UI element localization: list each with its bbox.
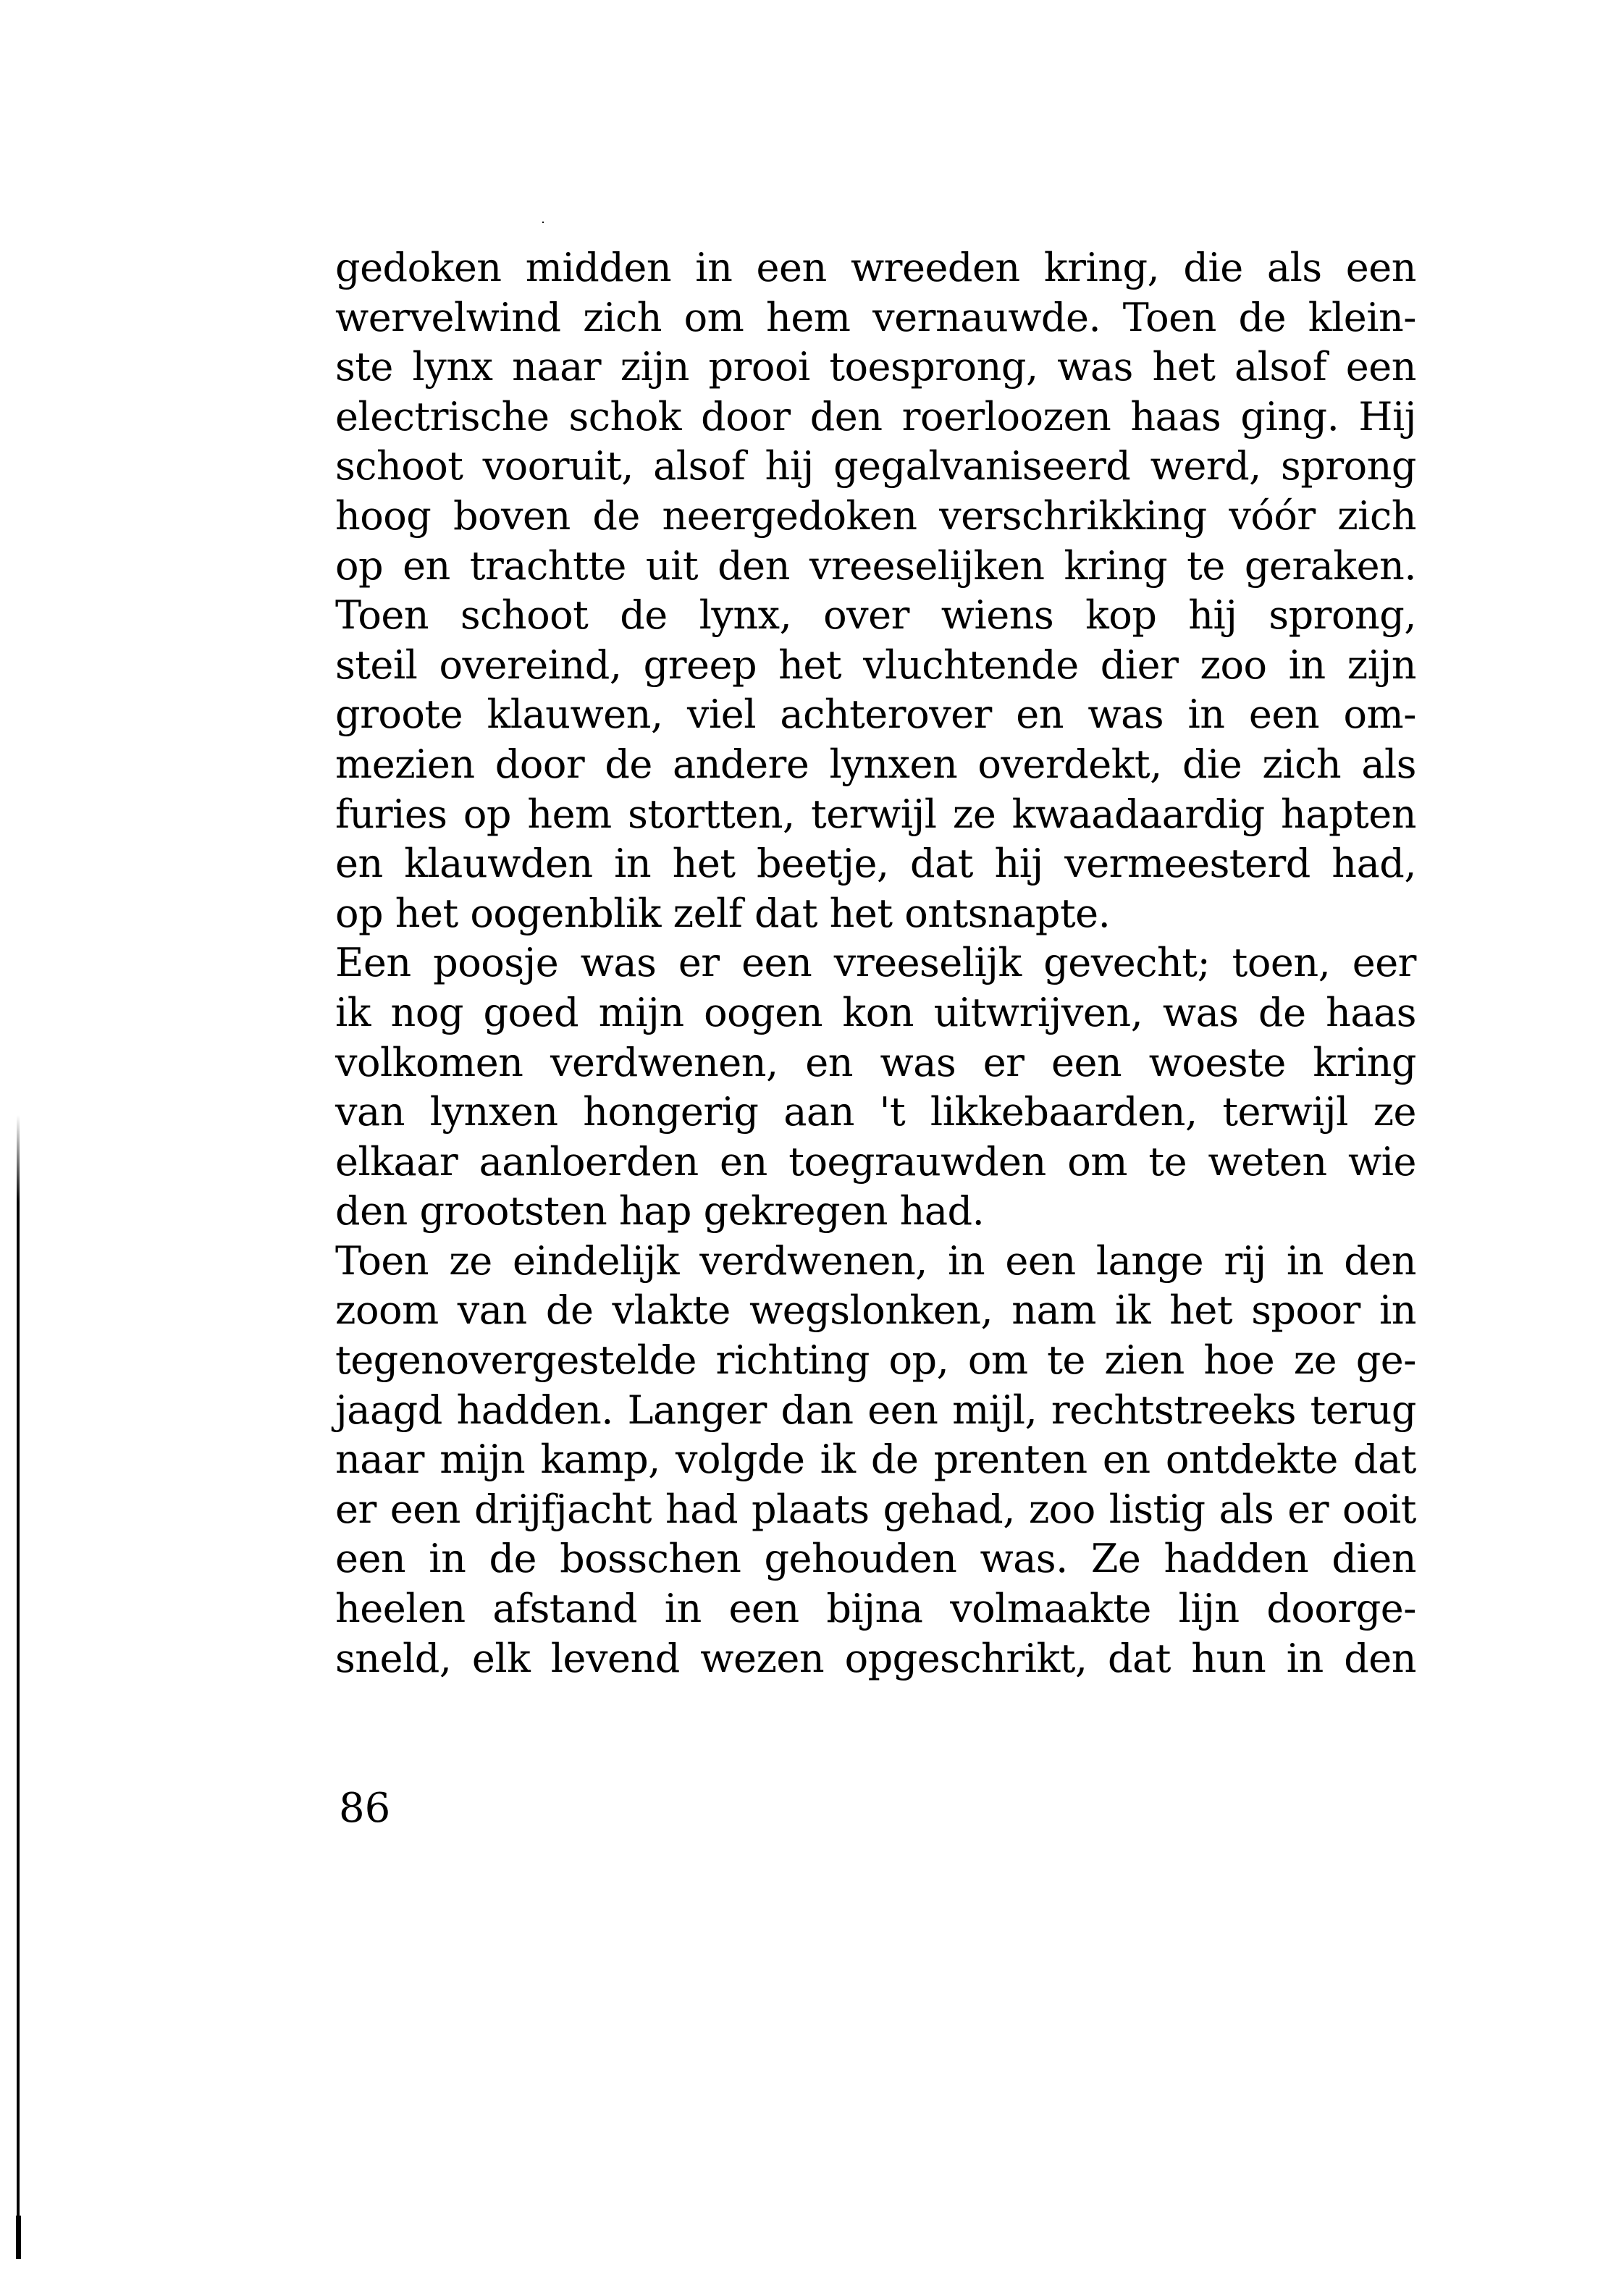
paragraph bbox=[335, 243, 1416, 938]
text-line: electrische schok door den roerloozen haas ging. Hij bbox=[335, 393, 1416, 439]
body-text bbox=[335, 243, 1416, 1683]
text-line: heelen afstand in een bijna volmaakte lijn doorge- bbox=[335, 1586, 1416, 1632]
text-line: Toen schoot de lynx, over wiens kop hij sprong, bbox=[335, 592, 1416, 639]
text-line: Een poosje was er een vreeselijk gevecht; toen, eer bbox=[335, 940, 1416, 986]
text-line: op en trachtte uit den vreeselijken kring te geraken. bbox=[335, 542, 1416, 589]
text-line: naar mijn kamp, volgde ik de prenten en ontdekte dat bbox=[335, 1437, 1416, 1483]
paragraph bbox=[335, 1237, 1416, 1683]
text-line: ste lynx naar zijn prooi toesprong, was het alsof een bbox=[335, 344, 1416, 390]
text-line: en klauwden in het beetje, dat hij vermeesterd had, bbox=[335, 841, 1416, 887]
text-line: furies op hem stortten, terwijl ze kwaadaardig hapten bbox=[335, 791, 1416, 837]
scan-speck bbox=[542, 222, 544, 223]
scan-edge-line bbox=[17, 1115, 20, 2259]
text-line: volkomen verdwenen, en was er een woeste kring bbox=[335, 1039, 1416, 1085]
text-line: mezien door de andere lynxen overdekt, die zich als bbox=[335, 741, 1416, 787]
text-line: Toen ze eindelijk verdwenen, in een lange rij in den bbox=[335, 1237, 1416, 1284]
text-line: elkaar aanloerden en toegrauwden om te weten wie bbox=[335, 1138, 1416, 1185]
text-line: van lynxen hongerig aan 't likkebaarden, terwijl ze bbox=[335, 1089, 1416, 1135]
text-line: sneld, elk levend wezen opgeschrikt, dat hun in den bbox=[335, 1635, 1416, 1681]
text-line: gedoken midden in een wreeden kring, die als een bbox=[335, 245, 1416, 290]
text-line: jaagd hadden. Langer dan een mijl, rechtstreeks terug bbox=[335, 1387, 1416, 1433]
text-line: een in de bosschen gehouden was. Ze hadden dien bbox=[335, 1536, 1416, 1582]
text-line: den grootsten hap gekregen had. bbox=[335, 1188, 985, 1235]
paragraph bbox=[335, 938, 1416, 1237]
text-line: zoom van de vlakte wegslonken, nam ik het spoor in bbox=[335, 1287, 1416, 1334]
text-line: er een drijfjacht had plaats gehad, zoo listig als er ooit bbox=[335, 1486, 1416, 1532]
text-line: groote klauwen, viel achterover en was in een om- bbox=[335, 691, 1416, 738]
text-line: op het oogenblik zelf dat het ontsnapte. bbox=[335, 890, 1111, 936]
text-line: steil overeind, greep het vluchtende dier zoo in zijn bbox=[335, 642, 1416, 688]
text-line: wervelwind zich om hem vernauwde. Toen de klein- bbox=[335, 294, 1416, 340]
page-number: 86 bbox=[339, 1785, 391, 1832]
text-line: ik nog goed mijn oogen kon uitwrijven, was de haas bbox=[335, 989, 1416, 1035]
text-line: schoot vooruit, alsof hij gegalvaniseerd werd, sprong bbox=[335, 443, 1416, 489]
text-line: tegenovergestelde richting op, om te zien hoe ze ge- bbox=[335, 1337, 1416, 1384]
scan-edge-shadow bbox=[16, 2216, 21, 2259]
text-line: hoog boven de neergedoken verschrikking vóór zich bbox=[335, 492, 1416, 539]
